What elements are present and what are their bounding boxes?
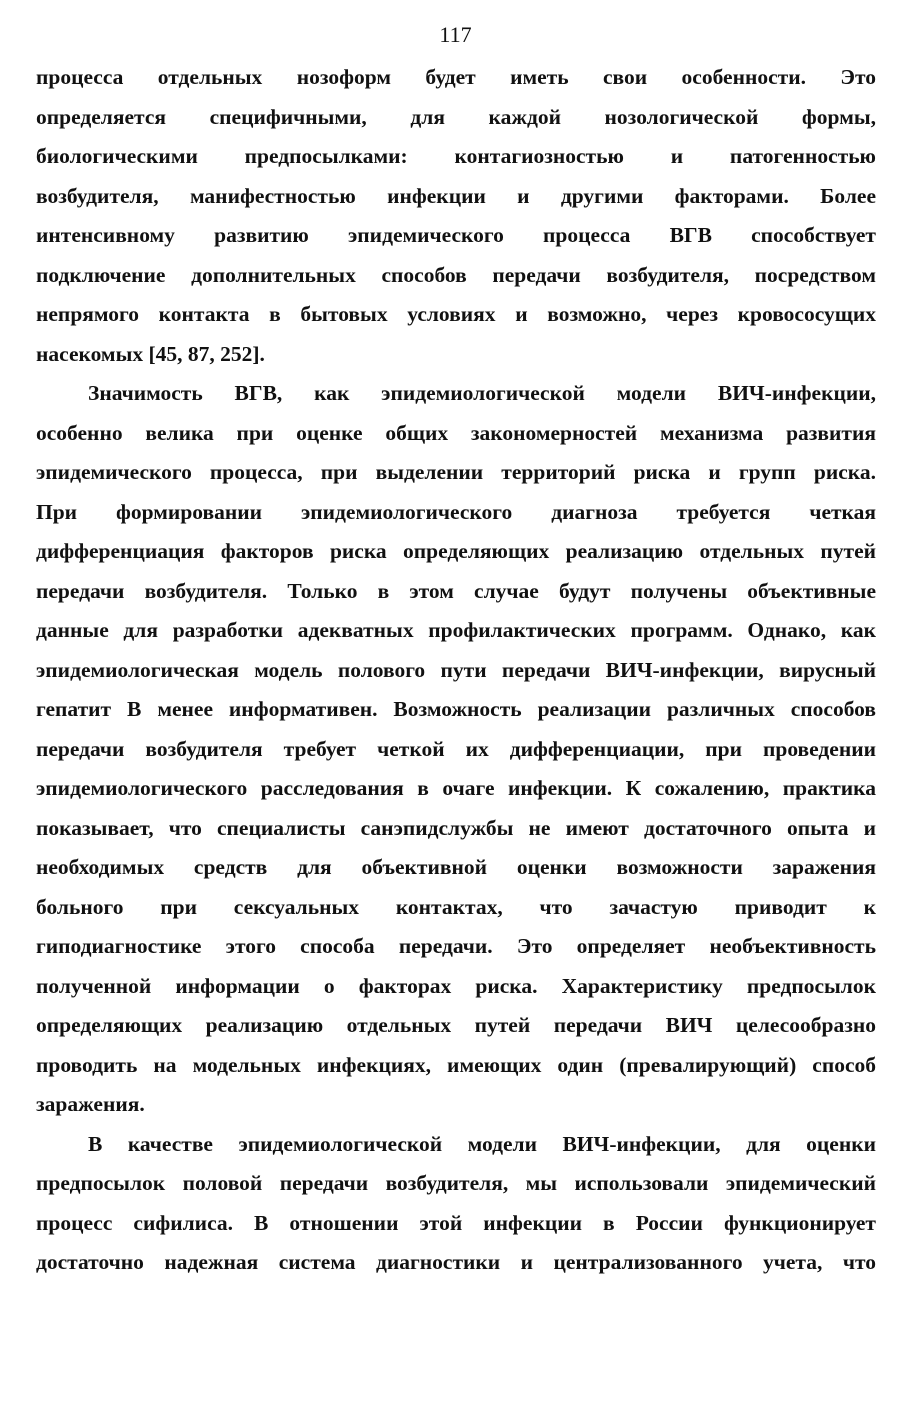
text-line: эпидемиологического расследования в очаге инфекции. К сожалению, практика xyxy=(36,776,876,800)
text-line: предпосылок половой передачи возбудителя, мы использовали эпидемический xyxy=(36,1171,876,1195)
text-line: насекомых [45, 87, 252]. xyxy=(36,341,265,366)
text-line: В качестве эпидемиологической модели ВИЧ-инфекции, для оценки xyxy=(88,1131,876,1156)
paragraph-3 xyxy=(36,1125,876,1283)
paragraph-2 xyxy=(36,374,876,1125)
text-line: больного при сексуальных контактах, что зачастую приводит к xyxy=(36,894,876,919)
text-line: непрямого контакта в бытовых условиях и возможно, через кровососущих xyxy=(36,302,876,326)
text-line: биологическими предпосылками: контагиозностью и патогенностью xyxy=(36,144,876,168)
paragraph-1 xyxy=(36,58,876,374)
text-line: определяется специфичными, для каждой нозологической формы, xyxy=(36,104,876,129)
text-line: гепатит В менее информативен. Возможность реализации различных способов xyxy=(36,697,876,721)
text-line: особенно велика при оценке общих закономерностей механизма развития xyxy=(36,420,876,445)
text-line: полученной информации о факторах риска. Характеристику предпосылок xyxy=(36,973,876,998)
text-line: гиподиагностике этого способа передачи. Это определяет необъективность xyxy=(36,934,876,958)
text-line: данные для разработки адекватных профилактических программ. Однако, как xyxy=(36,618,876,642)
text-line: показывает, что специалисты санэпидслужбы не имеют достаточного опыта и xyxy=(36,815,876,840)
text-line: подключение дополнительных способов передачи возбудителя, посредством xyxy=(36,262,876,287)
text-line: дифференциация факторов риска определяющих реализацию отдельных путей xyxy=(36,539,876,563)
text-line: эпидемиологическая модель полового пути передачи ВИЧ-инфекции, вирусный xyxy=(36,657,876,682)
text-line: интенсивному развитию эпидемического процесса ВГВ способствует xyxy=(36,223,876,247)
text-line: передачи возбудителя. Только в этом случае будут получены объективные xyxy=(36,578,876,603)
text-line: достаточно надежная система диагностики и централизованного учета, что xyxy=(36,1250,876,1274)
text-line: возбудителя, манифестностью инфекции и другими факторами. Более xyxy=(36,183,876,208)
body-text xyxy=(36,58,876,1283)
page-number: 117 xyxy=(439,22,472,47)
text-line: заражения. xyxy=(36,1092,145,1116)
text-line: эпидемического процесса, при выделении территорий риска и групп риска. xyxy=(36,460,876,484)
text-line: Значимость ВГВ, как эпидемиологической модели ВИЧ-инфекции, xyxy=(88,381,876,405)
text-line: проводить на модельных инфекциях, имеющих один (превалирующий) способ xyxy=(36,1052,876,1077)
text-line: определяющих реализацию отдельных путей передачи ВИЧ целесообразно xyxy=(36,1013,876,1037)
text-line: необходимых средств для объективной оценки возможности заражения xyxy=(36,855,876,879)
text-line: процесса отдельных нозоформ будет иметь свои особенности. Это xyxy=(36,65,876,89)
text-line: При формировании эпидемиологического диагноза требуется четкая xyxy=(36,499,876,524)
text-line: процесс сифилиса. В отношении этой инфекции в России функционирует xyxy=(36,1210,876,1235)
text-line: передачи возбудителя требует четкой их дифференциации, при проведении xyxy=(36,736,876,761)
